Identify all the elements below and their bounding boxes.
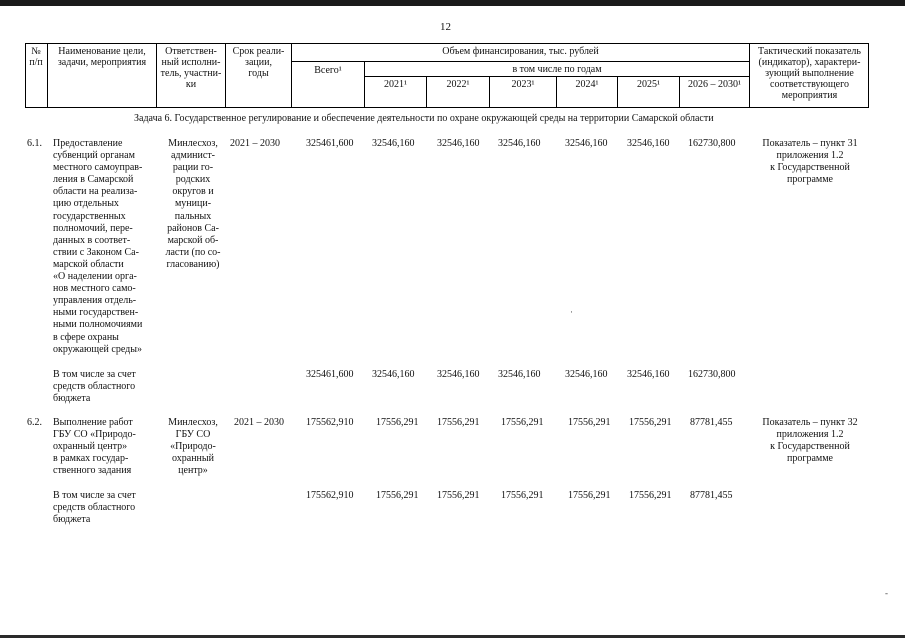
subvalue-2026-2030: 87781,455	[690, 490, 733, 501]
table-header	[25, 43, 869, 108]
value-2021: 32546,160	[372, 138, 415, 149]
header-period: Срок реали- зации, годы	[232, 46, 285, 79]
header-border-top	[25, 43, 869, 44]
value-2022: 32546,160	[437, 138, 480, 149]
subvalue-total: 325461,600	[306, 369, 354, 380]
value-2023: 32546,160	[498, 138, 541, 149]
row-indicator: Показатель – пункт 31 приложения 1.2 к Государственной программе	[762, 138, 858, 186]
row-number: 6.1.	[27, 138, 42, 149]
row-name: Выполнение работ ГБУ СО «Природо- охранный центр» в рамках государ- ственного задания	[53, 417, 136, 477]
value-2024: 32546,160	[565, 138, 608, 149]
header-year: 2025¹	[637, 79, 660, 90]
subvalue-2022: 32546,160	[437, 369, 480, 380]
scan-speck: -	[885, 588, 888, 598]
value-2026-2030: 87781,455	[690, 417, 733, 428]
header-border-bottom	[25, 107, 869, 108]
value-total: 325461,600	[306, 138, 354, 149]
header-total: Всего¹	[314, 65, 342, 76]
subvalue-2023: 32546,160	[498, 369, 541, 380]
header-indicator: Тактический показатель (индикатор), характери- зующий выполнение соответствующего мероприятия	[758, 46, 861, 101]
subvalue-2022: 17556,291	[437, 490, 480, 501]
subvalue-2025: 32546,160	[627, 369, 670, 380]
scan-bottom-border	[0, 635, 905, 638]
row-period: 2021 – 2030	[234, 417, 284, 428]
header-name: Наименование цели, задачи, мероприятия	[57, 46, 147, 68]
row-period: 2021 – 2030	[230, 138, 280, 149]
value-2022: 17556,291	[437, 417, 480, 428]
value-2026-2030: 162730,800	[688, 138, 736, 149]
header-num: № п/п	[29, 46, 43, 68]
row-responsible: Минлесхоз, админист- рации го- родских округов и муници- пальных районов Са- марской об- ласти (по со- гласованию)	[165, 138, 221, 270]
subvalue-2021: 17556,291	[376, 490, 419, 501]
subrow-label: В том числе за счет средств областного бюджета	[53, 369, 136, 405]
page-number: 12	[440, 21, 451, 33]
value-total: 175562,910	[306, 417, 354, 428]
scan-speck: ·	[570, 307, 573, 317]
header-year: 2023¹	[511, 79, 535, 90]
header-responsible: Ответствен- ный исполни- тель, участни- ки	[160, 46, 222, 90]
row-number: 6.2.	[27, 417, 42, 428]
header-year: 2022¹	[446, 79, 470, 90]
value-2024: 17556,291	[568, 417, 611, 428]
subvalue-2023: 17556,291	[501, 490, 544, 501]
subrow-label: В том числе за счет средств областного бюджета	[53, 490, 136, 526]
header-year: 2021¹	[384, 79, 407, 90]
header-funding: Объем финансирования, тыс. рублей	[442, 46, 599, 57]
subvalue-2024: 17556,291	[568, 490, 611, 501]
subvalue-2026-2030: 162730,800	[688, 369, 736, 380]
subvalue-2021: 32546,160	[372, 369, 415, 380]
funding-divider	[291, 61, 749, 62]
value-2025: 32546,160	[627, 138, 670, 149]
value-2023: 17556,291	[501, 417, 544, 428]
row-name: Предоставление субвенций органам местного самоуправ- ления в Самарской области на реализа- цию отдельных государственных полномочий, пере- данных в соответ- ствии с Законом Са- марской области «О наделении орга- нов местного само- управления отдель- ными государствен- ными полномочиями в сфере охраны окружающей среды»	[53, 138, 143, 355]
row-indicator: Показатель – пункт 32 приложения 1.2 к Государственной программе	[762, 417, 858, 465]
subvalue-2024: 32546,160	[565, 369, 608, 380]
header-year: 2026 – 2030¹	[688, 79, 741, 90]
row-responsible: Минлесхоз, ГБУ СО «Природо- охранный центр»	[168, 417, 218, 477]
subvalue-2025: 17556,291	[629, 490, 672, 501]
header-by-year: в том числе по годам	[512, 64, 602, 75]
task-title: Задача 6. Государственное регулирование и обеспечение деятельности по охране окружающей среды на территории Самарской области	[134, 113, 714, 124]
scan-top-border	[0, 0, 905, 6]
value-2021: 17556,291	[376, 417, 419, 428]
subvalue-total: 175562,910	[306, 490, 354, 501]
header-year: 2024¹	[575, 79, 599, 90]
value-2025: 17556,291	[629, 417, 672, 428]
